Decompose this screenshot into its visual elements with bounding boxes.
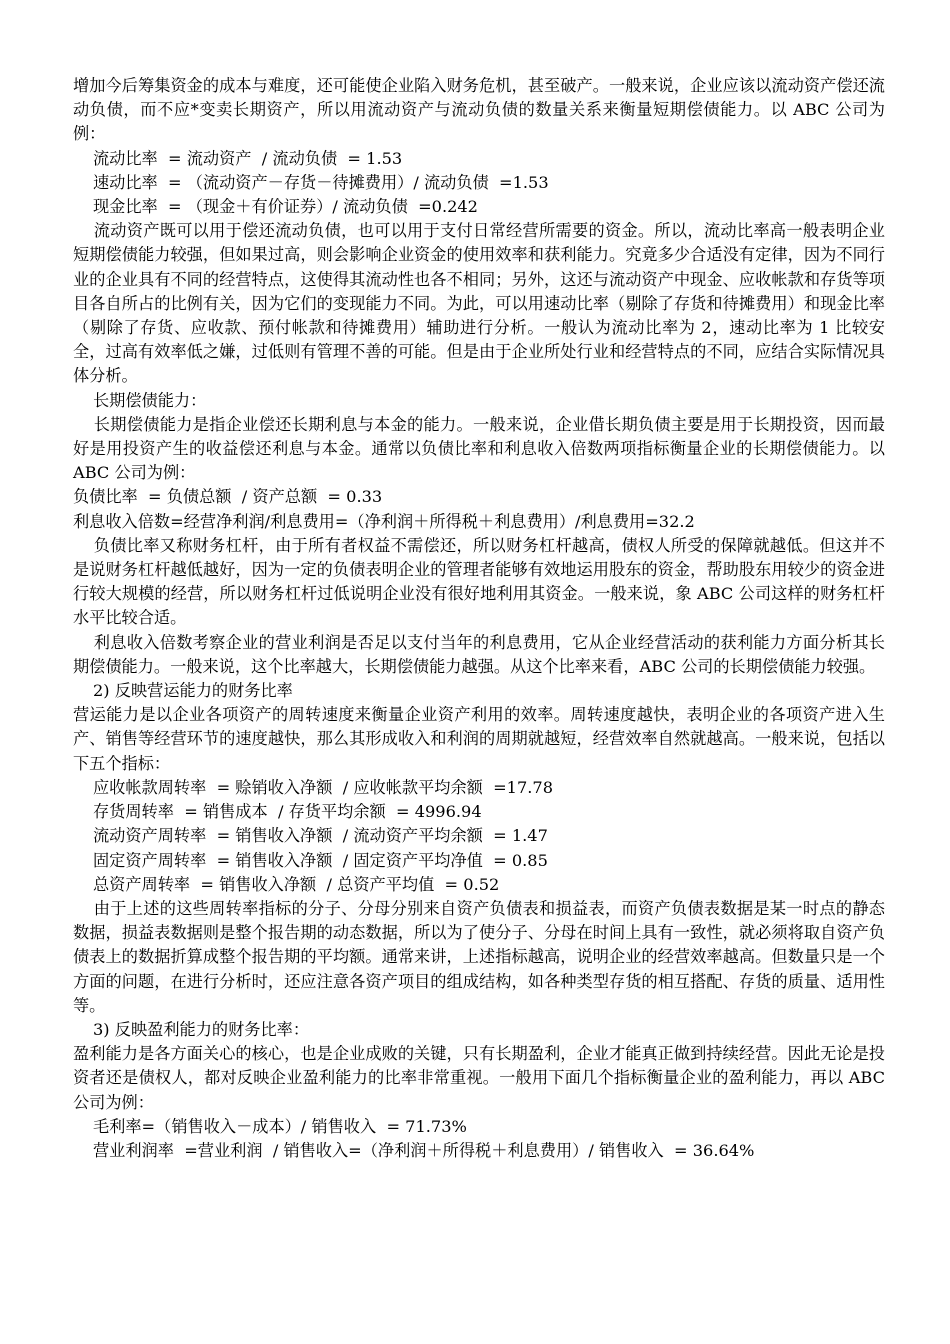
heading-profitability-ratios: 3) 反映盈利能力的财务比率： — [93, 1019, 310, 1039]
formula-receivables-turnover: 应收帐款周转率 = 赊销收入净额 / 应收帐款平均余额 =17.78 — [93, 777, 554, 797]
formula-interest-coverage: 利息收入倍数=经营净利润/利息费用=（净利润＋所得税＋利息费用）/利息费用=32.2 — [73, 511, 695, 531]
paragraph-liquidity-analysis: 流动资产既可以用于偿还流动负债，也可以用于支付日常经营所需要的资金。所以，流动比率高一般表明企业短期偿债能力较强，但如果过高，则会影响企业资金的使用效率和获利能力。究竟多少合适没有定律，因为不同行业的企业具有不同的经营特点，这使得其流动性也各不相同；另外，这还与流动资产中现金、应收帐款和存货等项目各自所占的比例有关，因为它们的变现能力不同。为此，可以用速动比率（剔除了存货和待摊费用）和现金比率（剔除了存货、应收款、预付帐款和待摊费用）辅助进行分析。一般认为流动比率为 2，速动比率为 1 比较安全，过高有效率低之嫌，过低则有管理不善的可能。但是由于企业所处行业和经营特点的不同，应结合实际情况具体分析。 — [73, 221, 885, 386]
formula-current-ratio: 流动比率 = 流动资产 / 流动负债 = 1.53 — [93, 148, 403, 168]
formula-fixed-asset-turnover: 固定资产周转率 = 销售收入净额 / 固定资产平均净值 = 0.85 — [93, 850, 548, 870]
heading-long-term-solvency: 长期偿债能力： — [93, 390, 207, 410]
formula-inventory-turnover: 存货周转率 = 销售成本 / 存货平均余额 = 4996.94 — [93, 802, 482, 822]
paragraph-long-term-solvency: 长期偿债能力是指企业偿还长期利息与本金的能力。一般来说，企业借长期负债主要是用于长期投资，因而最好是用投资产生的收益偿还利息与本金。通常以负债比率和利息收入倍数两项指标衡量企业的长期偿债能力。以 ABC 公司为例： — [73, 414, 885, 483]
heading-operating-ratios: 2) 反映营运能力的财务比率 — [93, 681, 293, 701]
paragraph-turnover-analysis: 由于上述的这些周转率指标的分子、分母分别来自资产负债表和损益表，而资产负债表数据是某一时点的静态数据，损益表数据则是整个报告期的动态数据，所以为了使分子、分母在时间上具有一致性，就必须将取自资产负债表上的数据折算成整个报告期的平均额。通常来讲，上述指标越高，说明企业的经营效率越高。但数量只是一个方面的问题，在进行分析时，还应注意各资产项目的组成结构，如各种类型存货的相互搭配、存货的质量、适用性等。 — [73, 898, 885, 1015]
paragraph-leverage: 负债比率又称财务杠杆，由于所有者权益不需偿还，所以财务杠杆越高，债权人所受的保障就越低。但这并不是说财务杠杆越低越好，因为一定的负债表明企业的管理者能够有效地运用股东的资金，帮助股东用较少的资金进行较大规模的经营，所以财务杠杆过低说明企业没有很好地利用其资金。一般来说，象 ABC 公司这样的财务杠杆水平比较合适。 — [73, 535, 885, 628]
formula-total-asset-turnover: 总资产周转率 = 销售收入净额 / 总资产平均值 = 0.52 — [93, 874, 500, 894]
paragraph-operating-capability: 营运能力是以企业各项资产的周转速度来衡量企业资产利用的效率。周转速度越快，表明企业的各项资产进入生产、销售等经营环节的速度越快，那么其形成收入和利润的周期就越短，经营效率自然就越高。一般来说，包括以下五个指标： — [73, 705, 885, 773]
formula-current-asset-turnover: 流动资产周转率 = 销售收入净额 / 流动资产平均余额 = 1.47 — [93, 826, 548, 846]
formula-cash-ratio: 现金比率 = （现金＋有价证券）/ 流动负债 =0.242 — [93, 197, 478, 217]
paragraph-interest-coverage: 利息收入倍数考察企业的营业利润是否足以支付当年的利息费用，它从企业经营活动的获利能力方面分析其长期偿债能力。一般来说，这个比率越大，长期偿债能力越强。从这个比率来看，ABC 公司的长期偿债能力较强。 — [73, 632, 885, 676]
paragraph-intro: 增加今后筹集资金的成本与难度，还可能使企业陷入财务危机，甚至破产。一般来说，企业应该以流动资产偿还流动负债，而不应*变卖长期资产，所以用流动资产与流动负债的数量关系来衡量短期偿债能力。以 ABC 公司为例： — [73, 76, 885, 144]
formula-gross-margin: 毛利率=（销售收入－成本）/ 销售收入 = 71.73% — [93, 1116, 467, 1136]
formula-quick-ratio: 速动比率 = （流动资产－存货－待摊费用）/ 流动负债 =1.53 — [93, 172, 549, 192]
formula-operating-margin: 营业利润率 =营业利润 / 销售收入=（净利润＋所得税＋利息费用）/ 销售收入 = 36.64% — [93, 1140, 755, 1160]
formula-debt-ratio: 负债比率 = 负债总额 / 资产总额 = 0.33 — [73, 487, 383, 507]
paragraph-profitability: 盈利能力是各方面关心的核心，也是企业成败的关键，只有长期盈利，企业才能真正做到持续经营。因此无论是投资者还是债权人，都对反映企业盈利能力的比率非常重视。一般用下面几个指标衡量企业的盈利能力，再以 ABC 公司为例： — [73, 1044, 885, 1112]
document-page — [73, 74, 885, 1163]
